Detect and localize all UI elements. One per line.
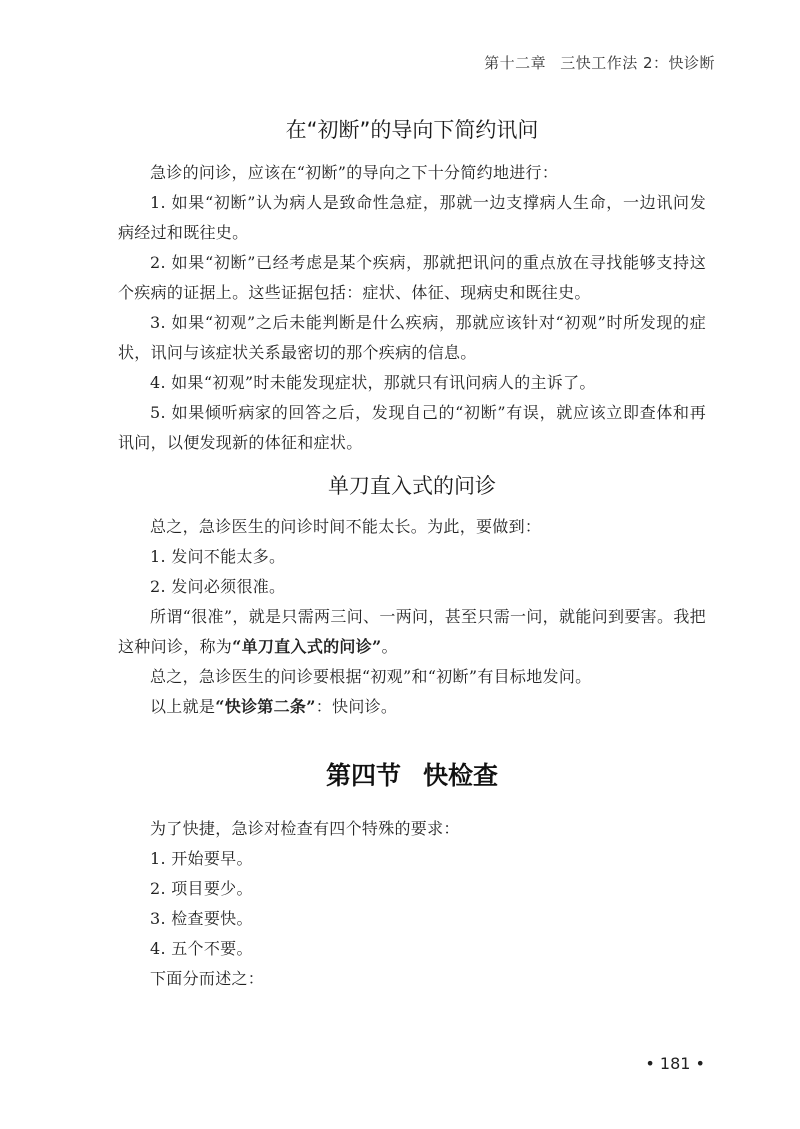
section-title: 快检查 (423, 761, 499, 790)
paragraph: 下面分而述之： (150, 969, 265, 988)
section-heading-quick-exam (118, 756, 706, 796)
list-item: 1. 开始要早。 (150, 849, 253, 868)
paragraph (118, 692, 706, 722)
section-heading-direct-inquiry: 单刀直入式的问诊 (328, 474, 496, 498)
chapter-title: 三快工作法 2：快诊断 (560, 54, 715, 72)
page-content (118, 110, 706, 994)
paragraph: 总之，急诊医生的问诊要根据“初观”和“初断”有目标地发问。 (150, 667, 592, 686)
emphasis-term: “快诊第二条” (215, 697, 316, 716)
paragraph-text: ：快问诊。 (315, 697, 398, 716)
section-heading-inquiry: 在“初断”的导向下简约讯问 (285, 118, 539, 142)
paragraph: 急诊的问诊，应该在“初断”的导向之下十分简约地进行： (150, 163, 559, 182)
list-item: 2. 发问必须很准。 (150, 577, 286, 596)
paragraph: 为了快捷，急诊对检查有四个特殊的要求： (150, 819, 460, 838)
page-number: • 181 • (645, 1054, 705, 1073)
paragraph (118, 602, 706, 662)
section-number: 第四节 (325, 761, 401, 790)
paragraph: 总之，急诊医生的问诊时间不能太长。为此，要做到： (150, 517, 542, 536)
emphasis-term: “单刀直入式的问诊” (232, 637, 382, 656)
list-item: 1. 如果“初断”认为病人是致命性急症，那就一边支撑病人生命，一边讯问发病经过和既往史。 (118, 193, 706, 242)
list-item: 3. 如果“初观”之后未能判断是什么疾病，那就应该针对“初观”时所发现的症状，讯问与该症状关系最密切的那个疾病的信息。 (118, 313, 706, 362)
paragraph-text: 以上就是 (150, 697, 216, 716)
list-item: 5. 如果倾听病家的回答之后，发现自己的“初断”有误，就应该立即查体和再讯问，以便发现新的体征和症状。 (118, 403, 706, 452)
list-item: 3. 检查要快。 (150, 909, 253, 928)
chapter-label: 第十二章 (484, 54, 547, 72)
running-head (484, 52, 715, 73)
list-item: 2. 如果“初断”已经考虑是某个疾病，那就把讯问的重点放在寻找能够支持这个疾病的证据上。这些证据包括：症状、体征、现病史和既往史。 (118, 253, 706, 302)
paragraph-text: 所谓“很准”，就是只需两三问、一两问，甚至只需一问，就能问到要害。我把这种问诊，称为 (118, 607, 706, 656)
list-item: 4. 五个不要。 (150, 939, 253, 958)
paragraph-text: 。 (381, 637, 398, 656)
list-item: 1. 发问不能太多。 (150, 547, 286, 566)
list-item: 4. 如果“初观”时未能发现症状，那就只有讯问病人的主诉了。 (150, 373, 596, 392)
list-item: 2. 项目要少。 (150, 879, 253, 898)
